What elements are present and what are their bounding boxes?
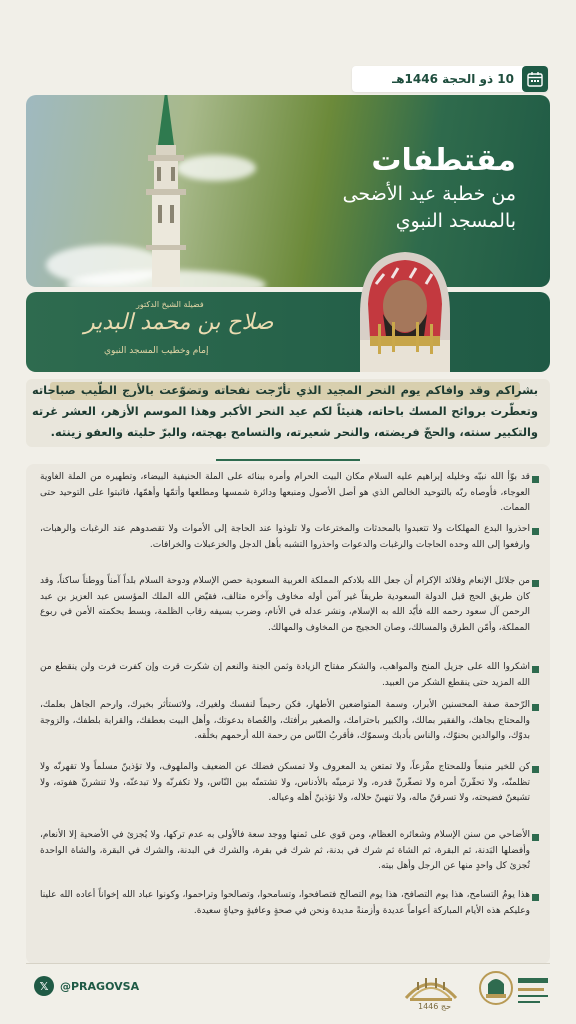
divider	[216, 459, 360, 461]
speaker-name: صلاح بن محمد البدير	[84, 310, 274, 335]
paragraph-5: الرّحمة صفة المحسنين الأبرار، وسمة المتواضعين الأطهار، فكن رحيماً لنفسك ولغيرك، ولاتستأثر بخيرك، وارحم الجاهل بعلمك، والمحتاج بجاهك، والفقير بمالك، والكبير باحترامك، والصغير برأفتك، والعُصاة بدعوتك، وأهل البيت بعطفك، والقرابة بلطفك، والزوجة بدوّك، والوالدين بحنوّك، والناس بأدبك وسموّك، فأقربُ النّاس من رحمة الله أرحمهم بخلْقه.	[40, 700, 530, 741]
intro-text: بشراكم وقد وافاكم يوم النحر المجيد الذي تأرّجت نفحاته وتضوّعت بالأرج الطّيب صباحاته وتعطّرت بروائح المسك باحاته، هنيئاً لكم عيد النحر الأكبر وهذا الموسم الأزهر، العشر غرته والتكبير سنته، والحجّ فريضته، والنحر شعيرته، والتسامح بهجته، والبرّ حليته والعفو زينته.	[32, 383, 538, 439]
page-subtitle	[343, 181, 516, 235]
paragraph-3: من جلائل الإنعام وقلائد الإكرام أن جعل الله بلادكم المملكة العربية السعودية حصن الإسلام ودوحة السلام بلداً آمناً ووطناً ساكناً، وقد كان طريق الحج قبل الدولة السعودية طريقاً غير آمن أوله مخاوف وآخره متالف، فقيّض الله الملك المؤسس عبد العزيز بن عبد الرحمن آل سعود رحمه الله فأيّد الله به الإسلام، ونشر عدله في الأنام، وضرب بسيفه رقاب الظلمة، وبسط بحكمته الأمن في ربوع المملكة، وأمّن الطرق والمسالك، وصان الحجيج من المخاوف والمهالك.	[40, 576, 530, 633]
subtitle-line1: من خطبة عيد الأضحى	[342, 183, 516, 205]
preacher-image	[340, 244, 470, 372]
speaker-role: إمام وخطيب المسجد النبوي	[104, 346, 209, 356]
paragraph-1: قد بوّأ الله نبيّه وخليله إبراهيم عليه السلام مكان البيت الحرام وأمره ببنائه على الملة الحنيفية البيضاء، وتطهيره من الملة الغاوية العوجاء، فأوصاه ربّه بالتوحيد الخالص الذي هو أصل الأصول ومنبعها ودائرة شمسها ومطلعها وأتمّها وأهمّها، فاثبتوا على التوحيد حتى الممات.	[40, 472, 530, 513]
paragraph-7: الأضاحي من سنن الإسلام وشعائره العظام، ومن قوي على ثمنها ووجد سعة فالأولى به عدم تركها، ولا يُجزئ في الأضحية إلا الأنعام، وأفضلها البَدنة، ثم البقرة، ثم الشاة ثم شرك في بدنة، ثم شرك في بقرة، والشرك في البدنة، والشرك في البقرة، والشاة الواحدة تُجزئ كل واحدٍ منها عن الرجل وأهل بيته.	[40, 830, 530, 871]
speaker-banner	[26, 292, 550, 372]
date-bar	[352, 66, 548, 92]
bullet-icon	[532, 894, 539, 901]
bullet-icon	[532, 528, 539, 535]
header-banner	[26, 95, 550, 287]
paragraph-4: اشكروا الله على جزيل المنح والمواهب، والشكر مفتاح الزيادة وثمن الجنة والنعم إن شكرت قرت وإن كفرت فرت ولن ينقطع من الله المزيد حتى ينقطع الشكر من العبيد.	[40, 662, 530, 688]
date-text: 10 ذو الحجة 1446هـ	[392, 72, 514, 86]
bullet-icon	[532, 666, 539, 673]
bullet-icon	[532, 834, 539, 841]
bullet-icon	[532, 580, 539, 587]
speaker-title: فضيلة الشيخ الدكتور	[136, 300, 204, 309]
footer-divider	[26, 963, 550, 964]
calendar-icon	[522, 66, 548, 92]
bullet-icon	[532, 766, 539, 773]
minaret-icon	[126, 95, 206, 287]
page-title: مقتطفات	[371, 143, 516, 178]
social-handle[interactable]	[34, 976, 139, 996]
x-logo-icon: 𝕏	[34, 976, 54, 996]
paragraph-6: كن للخير منبعاً وللمحتاج مفْزعاً، ولا تمتعن يد المعروف ولا تمسكن فضلك عن الضعيف والملهوف، ولا تؤذينّ مسلماً ولا تقهرنّه ولا تظلمنّه، ولا تحقّرنّ أمره ولا تصغّرنّ قدره، ولا ترمينّه بالأدناس، ولا تشتمنّه بين النّاس، ولا تكفرنّه ولا تبدعنّه، ولا تنشرنّ هفوته، ولا تشيعنّ فضيحته، ولا تسرقنّ ماله، ولا تنهبنّ حلاله، ولا تؤذينّ أهله وعياله.	[40, 762, 530, 803]
paragraph-2: احذروا البدع المهلكات ولا تتعبدوا بالمحدثات والمخترعات ولا تلوذوا عند الحاجة إلى الأموات ولا تقصدوهم عند الرغبات والرهبات، وارفعوا إلى الله وحده الحاجات والرغبات والدعوات واحذروا التشبه بأهل الدجل والخزعبلات والخرافات.	[40, 524, 530, 550]
hajj-logo-year: حج 1446	[418, 1002, 452, 1011]
paragraph-8: هذا يومُ التسامح، هذا يوم التصافح، هذا يوم التصالح فتصافحوا، وتسامحوا، وتصالحوا وتراحموا، وكونوا عباد الله إخواناً أعاده الله علينا وعليكم هذه الأيام المباركة أعواماً عديدة وأزمنةً مديدة ونحن في صحةٍ وعافيةٍ وحياةٍ سعيدة.	[40, 890, 530, 916]
handle-text: @PRAGOVSA	[60, 979, 140, 993]
bullet-icon	[532, 704, 539, 711]
bullet-icon	[532, 476, 539, 483]
subtitle-line2: بالمسجد النبوي	[395, 210, 516, 232]
haramain-logo-icon	[474, 964, 554, 1016]
